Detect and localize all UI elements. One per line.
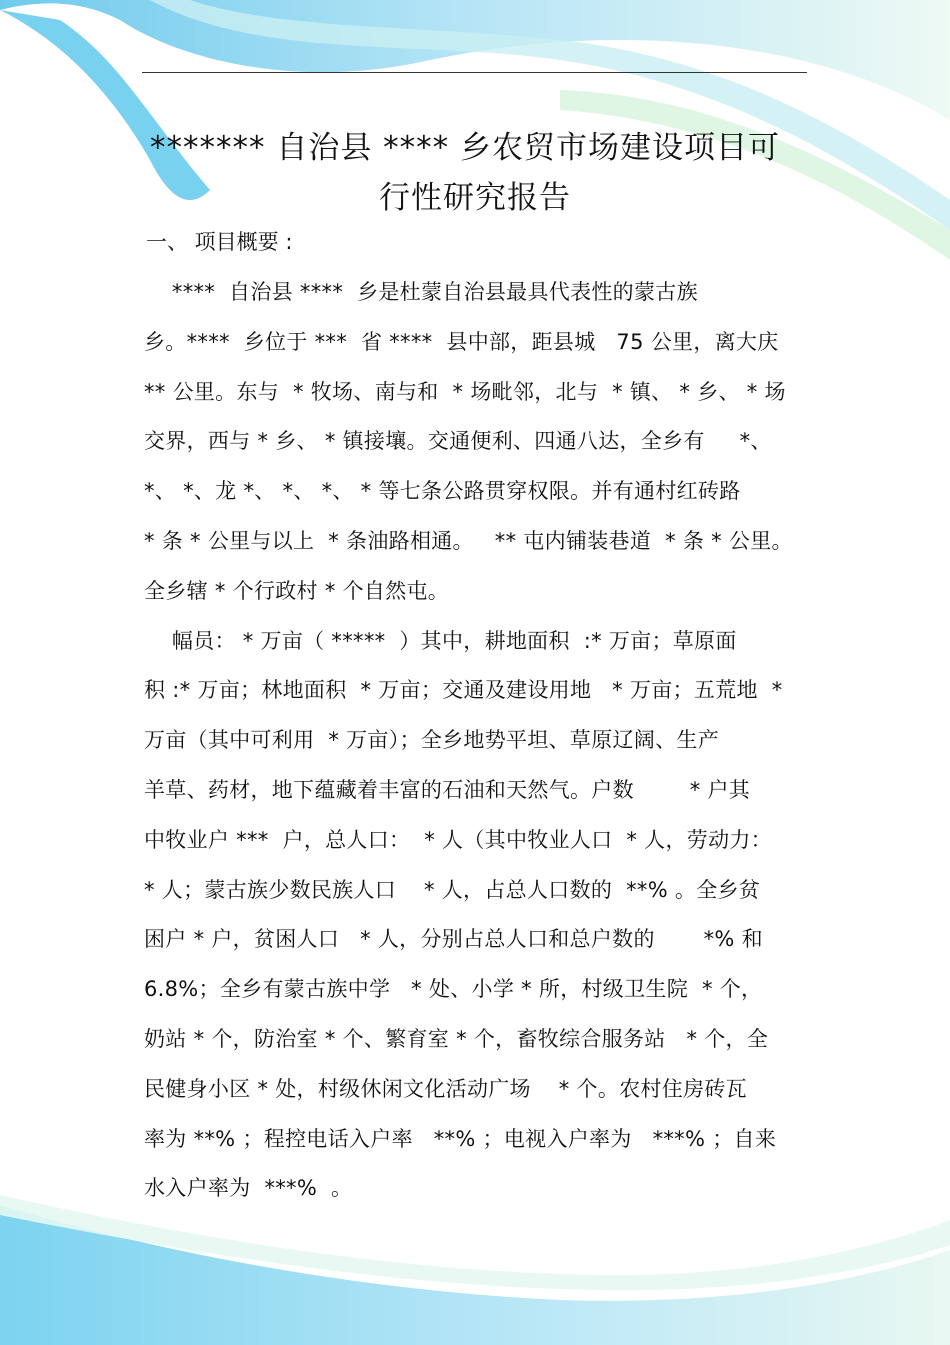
body-text-line: 全乡辖 * 个行政村 * 个自然屯。 — [144, 578, 450, 603]
document-title-line-2: 行性研究报告 — [379, 180, 571, 216]
section-heading: 一、 项目概要 : — [146, 230, 293, 254]
body-text-line: 乡。**** 乡位于 *** 省 **** 县中部，距县城 75 公里，离大庆 — [144, 329, 779, 354]
body-text-line: 民健身小区 * 处，村级休闲文化活动广场 * 个。农村住房砖瓦 — [144, 1076, 747, 1101]
body-text-line: 万亩（其中可利用 * 万亩）；全乡地势平坦、草原辽阔、生产 — [144, 728, 720, 753]
body-text-line: * 人；蒙古族少数民族人口 * 人，占总人口数的 **% 。全乡贫 — [144, 877, 761, 902]
top-wave-shape — [0, 0, 950, 120]
header-rule — [142, 72, 807, 73]
body-text-line: * 条 * 公里与以上 * 条油路相通。 ** 屯内铺装巷道 * 条 * 公里。 — [144, 529, 793, 553]
body-text-line: 率为 **% ；程控电话入户率 **% ；电视入户率为 ***% ；自来 — [144, 1126, 777, 1151]
body-text-line: 积 :* 万亩；林地面积 * 万亩；交通及建设用地 * 万亩；五荒地 * — [144, 678, 783, 703]
body-text-line: *、 *、龙 *、 *、 *、 * 等七条公路贯穿权限。并有通村红砖路 — [144, 479, 741, 504]
body-text-line: 幅员： * 万亩（ ***** ）其中，耕地面积 :* 万亩；草原面 — [144, 628, 737, 653]
body-text-line: 交界，西与 * 乡、 * 镇接壤。交通便利、四通八达，全乡有 *、 — [144, 429, 772, 454]
body-text-line: 水入户率为 ***% 。 — [144, 1176, 353, 1201]
body-text-line: ** 公里。东与 * 牧场、南与和 * 场毗邻，北与 * 镇、 * 乡、 * 场 — [144, 379, 786, 404]
body-text-line: 中牧业户 *** 户，总人口： * 人（其中牧业人口 * 人，劳动力： — [144, 827, 772, 852]
body-text-line: **** 自治县 **** 乡是杜蒙自治县最具代表性的蒙古族 — [144, 280, 698, 304]
body-text-line: 羊草、药材，地下蕴藏着丰富的石油和天然气。户数 * 户其 — [144, 778, 751, 802]
body-text-line: 奶站 * 个，防治室 * 个、繁育室 * 个，畜牧综合服务站 * 个，全 — [144, 1027, 769, 1051]
body-text-line: 困户 * 户，贫困人口 * 人，分别占总人口和总户数的 *% 和 — [144, 927, 763, 952]
document-title-line-1: ******* 自治县 **** 乡农贸市场建设项目可 — [149, 130, 781, 166]
body-text-line: 6.8%；全乡有蒙古族中学 * 处、小学 * 所，村级卫生院 * 个， — [144, 977, 763, 1002]
